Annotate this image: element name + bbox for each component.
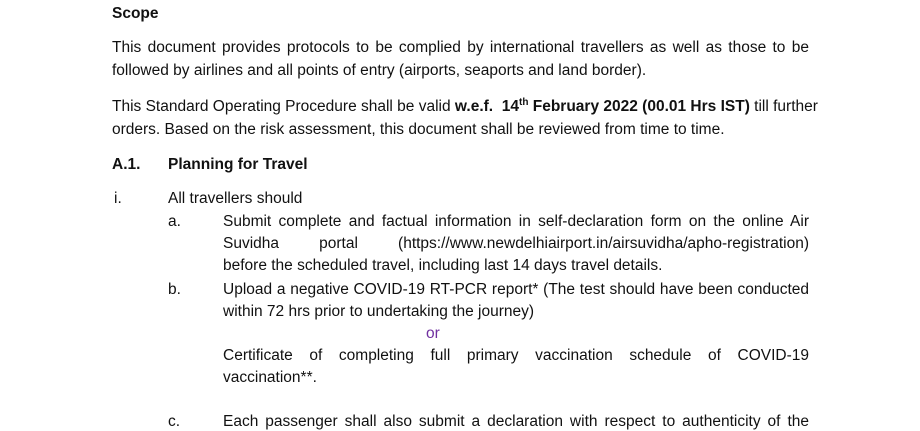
subitem-a-line-3: before the scheduled travel, including last 14 days travel details. [223, 257, 663, 274]
item-i-text: All travellers should [168, 190, 303, 207]
scope-paragraph-1-line-1: This document provides protocols to be complied by international travellers as well as those to be [112, 39, 809, 56]
subitem-a-line-2: Suvidha portal (https://www.newdelhiairport.in/airsuvidha/apho-registration) [223, 235, 809, 252]
validity-date: February 2022 (00.01 Hrs IST) [528, 98, 750, 115]
scope-paragraph-1-line-2: followed by airlines and all points of entry (airports, seaports and land border). [112, 62, 647, 79]
section-number: A.1. [112, 156, 141, 173]
validity-wef: w.e.f. [454, 98, 494, 115]
scope-paragraph-2-line-1 [112, 98, 818, 116]
scope-paragraph-2-line-2: orders. Based on the risk assessment, this document shall be reviewed from time to time. [112, 121, 725, 138]
validity-text-suffix: till further [749, 98, 818, 115]
validity-day: 14 [501, 98, 519, 115]
scope-heading: Scope [112, 5, 159, 22]
item-i-marker: i. [114, 190, 122, 207]
subitem-b-line-3: Certificate of completing full primary vaccination schedule of COVID-19 [223, 347, 809, 364]
validity-day-suffix: th [518, 96, 529, 108]
section-title: Planning for Travel [168, 156, 308, 173]
subitem-b-line-4: vaccination**. [223, 369, 317, 386]
subitem-c-marker: c. [168, 413, 181, 430]
subitem-a-line-1: Submit complete and factual information in self-declaration form on the online Air [223, 213, 809, 230]
subitem-b-marker: b. [168, 281, 181, 298]
subitem-b-line-2: within 72 hrs prior to undertaking the journey) [223, 303, 535, 320]
subitem-b-or: or [426, 325, 440, 342]
subitem-a-marker: a. [168, 213, 181, 230]
subitem-c-line-1: Each passenger shall also submit a declaration with respect to authenticity of the [223, 413, 809, 430]
validity-text-prefix: This Standard Operating Procedure shall be valid [112, 98, 455, 115]
subitem-b-line-1: Upload a negative COVID-19 RT-PCR report* (The test should have been conducted [223, 281, 809, 298]
